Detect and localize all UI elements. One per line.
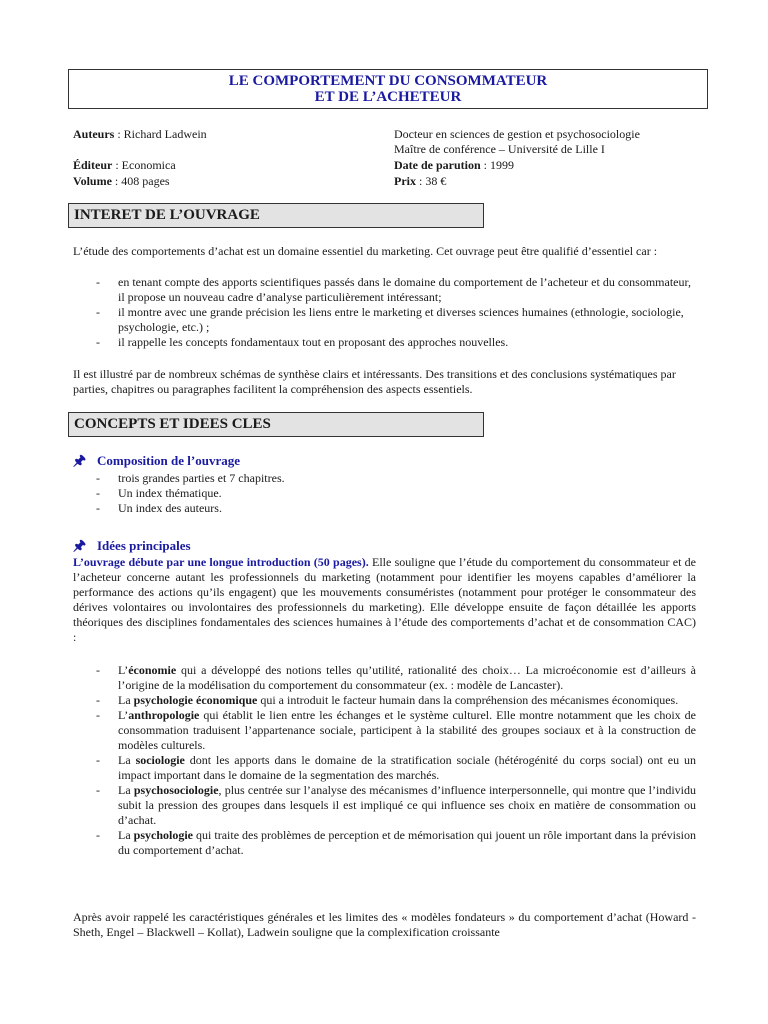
list-item: - L’économie qui a développé des notions telles qu’utilité, rationalité des choix… La microéconomie est d’ailleurs à l’origine de la modélisation du comportement du consommateur (ex. : modèle de Lancaster). [73, 663, 696, 693]
section-heading-concepts: CONCEPTS ET IDEES CLES [68, 412, 484, 437]
subheading-composition-label: Composition de l’ouvrage [97, 453, 240, 468]
title-line-2: ET DE L’ACHETEUR [314, 89, 462, 105]
volume-value: : 408 pages [111, 174, 170, 188]
pushpin-icon: 🖈 [73, 454, 86, 469]
authors-label: Auteurs [73, 127, 115, 141]
date-label: Date de parution [394, 158, 481, 172]
publisher-value: : Economica [112, 158, 176, 172]
paragraph-body: Elle souligne que l’étude du comportement du consommateur et de l’acheteur concerne autant les professionnels du marketing (notamment pour identifier les moyens capables d’améliorer la performance des actions qu’ils engagent) que les mouvements consuméristes (notamment pour protéger le consommateur des dérives volontaires ou involontaires des professionnels du marketing). Elle développe ensuite de façon détaillée les apports théoriques des disciplines fondamentales des sciences humaines à l’étude des comportements d’achat et de consommation CAC) : [73, 555, 697, 644]
publication-date [394, 158, 514, 173]
list-item: - en tenant compte des apports scientifiques passés dans le domaine du comportement de l’acheteur et du consommateur, il propose un nouveau cadre d’analyse particulièrement intéressant; [73, 275, 696, 305]
author-description-1: Docteur en sciences de gestion et psychosociologie [394, 127, 640, 141]
section1-intro: L’étude des comportements d’achat est un domaine essentiel du marketing. Cet ouvrage peut être qualifié d’essentiel car : [73, 244, 658, 258]
list-item: - Un index thématique. [73, 486, 696, 501]
list-item: - Un index des auteurs. [73, 501, 696, 516]
volume [73, 174, 170, 189]
list-item: - La psychologie qui traite des problèmes de perception et de mémorisation qui jouent un rôle important dans la prévision du comportement d’achat. [73, 828, 696, 858]
section-heading-interet: INTERET DE L’OUVRAGE [68, 203, 484, 228]
author-description-2: Maître de conférence – Université de Lille I [394, 142, 605, 156]
publisher [73, 158, 176, 173]
final-paragraph: Après avoir rappelé les caractéristiques générales et les limites des « modèles fondateurs » du comportement d’achat (Howard - Sheth, Engel – Blackwell – Kollat), Ladwein souligne que la complexification croissante [73, 910, 696, 939]
idees-paragraph [73, 555, 696, 645]
list-item: - La psychosociologie, plus centrée sur l’analyse des mécanismes d’influence interpersonnelle, qui montre que l’individu subit la pression des groupes dans lesquels il est impliqué ce qui influence ses choix en matière de consommation ou d’achat. [73, 783, 696, 828]
title-line-1: LE COMPORTEMENT DU CONSOMMATEUR [228, 73, 548, 89]
price-label: Prix [394, 174, 416, 188]
authors [73, 127, 207, 142]
list-item: - il rappelle les concepts fondamentaux tout en proposant des approches nouvelles. [73, 335, 696, 350]
list-item: - La sociologie dont les apports dans le domaine de la stratification sociale (hétérogénité du corps social) ont eu un impact important dans le domaine de la segmentation des marchés. [73, 753, 696, 783]
publisher-label: Éditeur [73, 158, 113, 172]
pushpin-icon: 🖈 [73, 539, 86, 554]
section1-closing: Il est illustré par de nombreux schémas de synthèse clairs et intéressants. Des transitions et des conclusions systématiques par parties, chapitres ou paragraphes facilitent la compréhension des aspects essentiels. [73, 367, 676, 396]
disciplines-list [73, 663, 696, 858]
price-value: : 38 € [416, 174, 447, 188]
list-item: - L’anthropologie qui établit le lien entre les échanges et le système culturel. Elle montre notamment que les choix de consommation traduisent l’appartenance sociale, participent à la stabilité des groupes sociaux et à la construction de modèles culturels. [73, 708, 696, 753]
subheading-composition [73, 453, 240, 469]
subheading-idees [73, 538, 191, 554]
composition-list [73, 471, 696, 516]
book-title [68, 69, 708, 109]
list-item: - il montre avec une grande précision les liens entre le marketing et diverses sciences humaines (ethnologie, sociologie, psychologie, etc.) ; [73, 305, 696, 335]
volume-label: Volume [73, 174, 112, 188]
list-item: - La psychologie économique qui a introduit le facteur humain dans la compréhension des mécanismes économiques. [73, 693, 696, 708]
price [394, 174, 446, 189]
section1-bullets [73, 275, 696, 350]
list-item: - trois grandes parties et 7 chapitres. [73, 471, 696, 486]
subheading-idees-label: Idées principales [97, 538, 191, 553]
authors-value: : Richard Ladwein [114, 127, 207, 141]
paragraph-lead: L’ouvrage débute par une longue introduction (50 pages). [73, 555, 369, 569]
date-value: : 1999 [480, 158, 515, 172]
